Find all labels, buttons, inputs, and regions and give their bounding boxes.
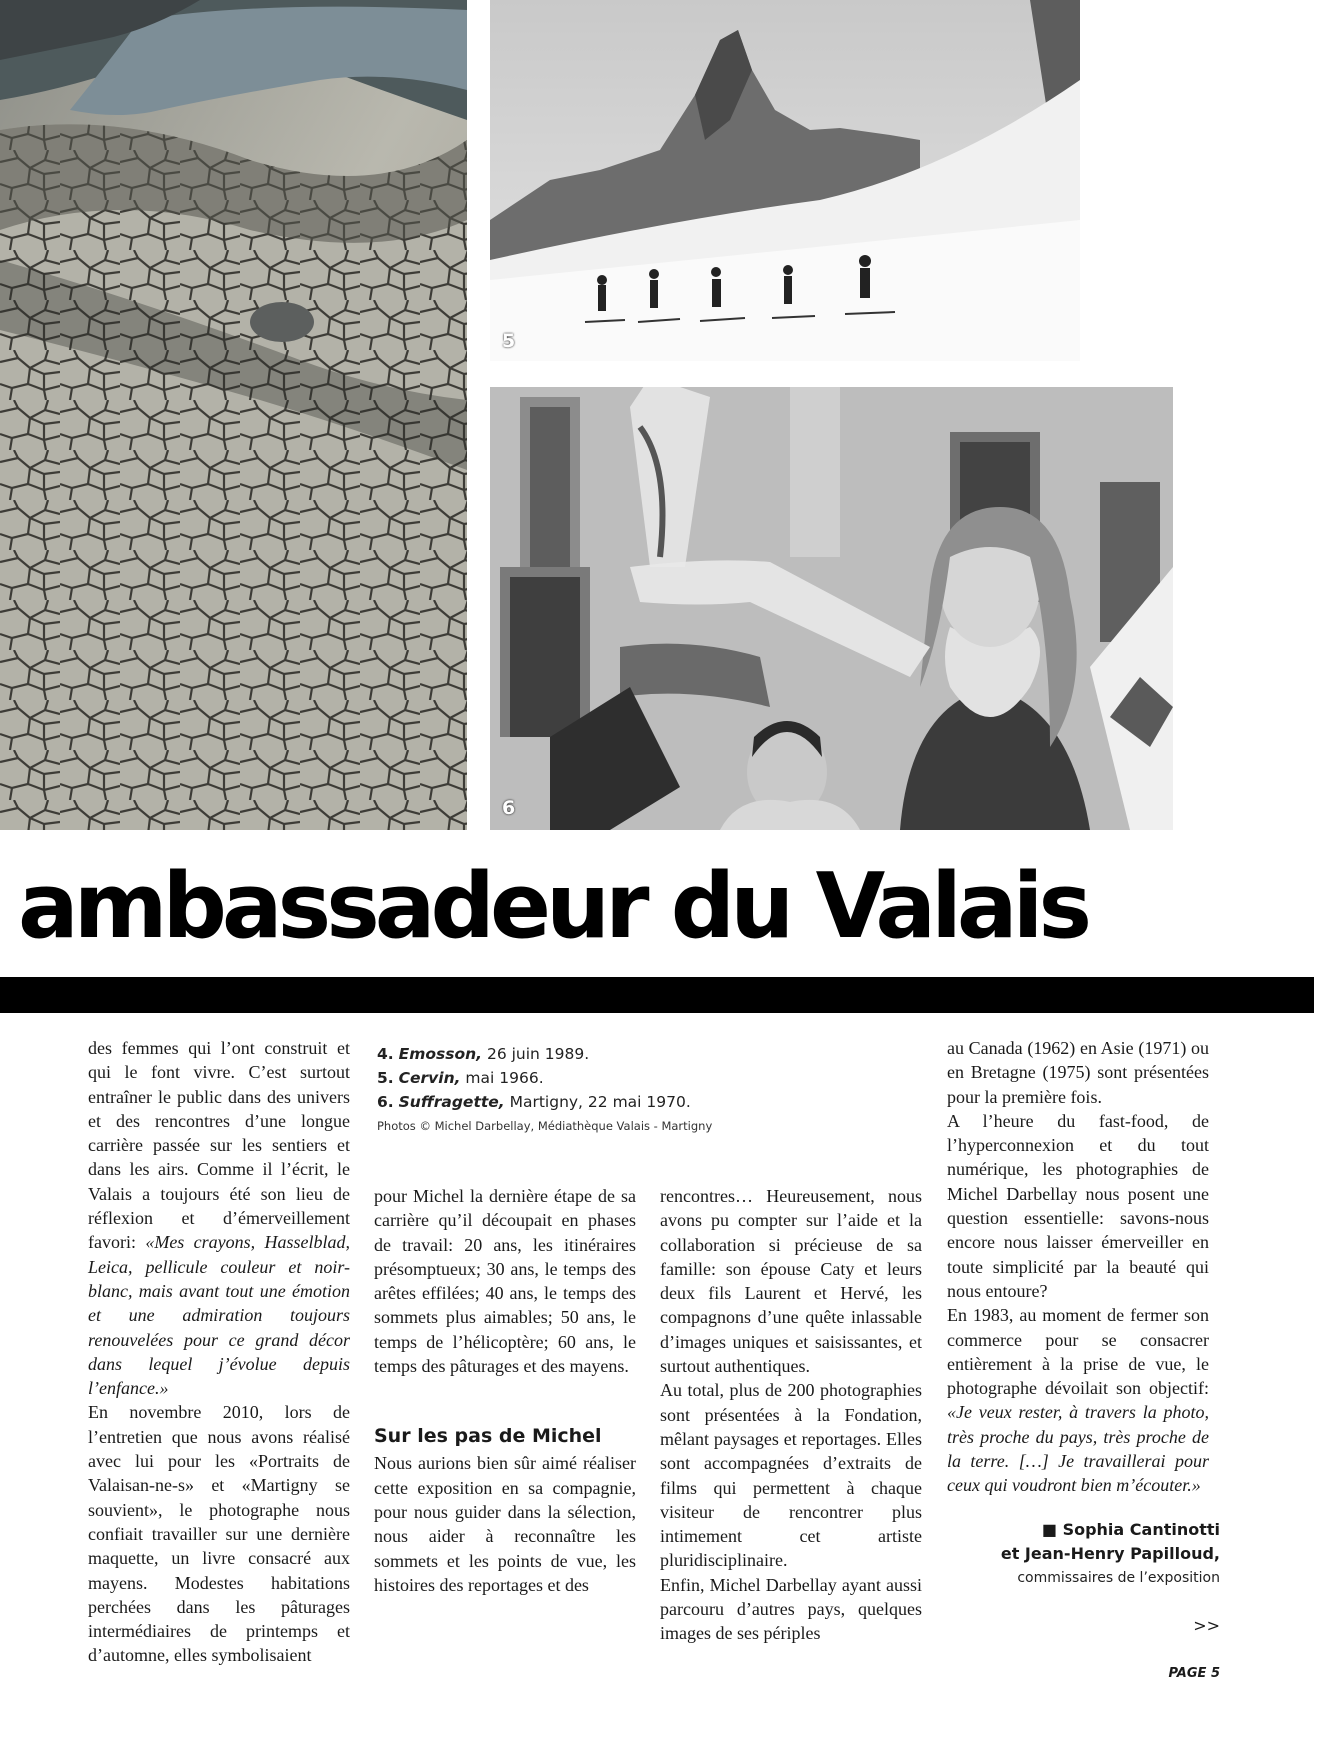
col2-paragraph-2: Nous aurions bien sûr aimé réaliser cette exposition en sa compagnie, pour nous guider dans la sélection, nous aider à reconnaître les sommets et les points de vue, les histoires des reportages et des [374, 1453, 636, 1595]
photo-number-6: 6 [502, 797, 516, 819]
article-column-2 [374, 1184, 636, 1597]
photo-captions [377, 1042, 737, 1135]
col3-paragraph-3: Enfin, Michel Darbellay ayant aussi parcouru d’autres pays, quelques images de ses périples [660, 1574, 922, 1644]
section-subhead: Sur les pas de Michel [374, 1425, 602, 1448]
headline: ambassadeur du Valais [18, 854, 1088, 959]
photo-cervin [490, 0, 1080, 361]
col2-paragraph-1: pour Michel la dernière étape de sa carrière qu’il découpait en phases de travail: 20 ans, les itinéraires présomptueux; 30 ans, le temps des arêtes effilées; 40 ans, le temps des sommets plus aimables; 50 ans, le temps de l’hélicoptère; 60 ans, le temps des pâturages et des mayens. [374, 1186, 636, 1377]
page-number: PAGE 5 [1168, 1666, 1220, 1681]
col4-paragraph-2: A l’heure du fast-food, de l’hyperconnexion et du tout numérique, les photographies de Michel Darbellay nous posent une question essentielle: savons-nous encore nous laisser émerveiller en toute simplicité par la beauté qui nous entoure? [947, 1110, 1209, 1301]
signature-line-2: et Jean-Henry Papilloud, [1000, 1544, 1220, 1563]
signature-line-1: ■ Sophia Cantinotti [1041, 1520, 1220, 1539]
caption-5: 5. Cervin, mai 1966. [377, 1069, 544, 1087]
article-column-4 [947, 1036, 1209, 1498]
continue-marker: >> [1193, 1616, 1220, 1635]
caption-4: 4. Emosson, 26 juin 1989. [377, 1045, 590, 1063]
col3-paragraph-1: rencontres… Heureusement, nous avons pu compter sur l’aide et la collaboration si précieuse de sa famille: son épouse Caty et leurs deux fils Laurent et Hervé, les compagnons d’une quête inlassable d’images uniques et saisissantes, et surtout authentiques. [660, 1186, 922, 1377]
photo-number-5: 5 [502, 330, 516, 352]
headline-bar [0, 977, 1314, 1013]
article-column-3 [660, 1184, 922, 1646]
photo-emosson [0, 0, 467, 830]
col4-paragraph-1: au Canada (1962) en Asie (1971) ou en Bretagne (1975) sont présentées pour la première fois. [947, 1038, 1209, 1107]
author-signature [1001, 1518, 1220, 1590]
caption-6: 6. Suffragette, Martigny, 22 mai 1970. [377, 1093, 691, 1111]
col1-paragraph-2: En novembre 2010, lors de l’entretien que nous avons réalisé avec lui pour les «Portraits de Valaisan-ne-s» et «Martigny se souvient», le photographe nous confiait travailler sur une dernière maquette, un livre consacré aux mayens. Modestes habitations perchées dans les pâturages intermédiaires de printemps et d’automne, elles symbolisaient [88, 1402, 350, 1666]
col1-paragraph-1: des femmes qui l’ont construit et qui le font vivre. C’est surtout entraîner le public dans des univers et des rencontres d’une longue carrière passée sur les sentiers et dans les airs. Comme il l’écrit, le Valais a toujours été son lieu de réflexion et d’émerveillement favori: «Mes crayons, Hasselblad, Leica, pellicule couleur et noir-blanc, mais avant tout une émotion et une admiration toujours renouvelées pour ce grand décor dans lequel j’évolue depuis l’enfance.» [88, 1038, 350, 1399]
col3-paragraph-2: Au total, plus de 200 photographies sont présentées à la Fondation, mêlant paysages et reportages. Elles sont accompagnées d’extraits de films qui permettent à chaque visiteur de rencontrer plus intimement cet artiste pluridisciplinaire. [660, 1380, 922, 1571]
col4-paragraph-3: En 1983, au moment de fermer son commerce pour se consacrer entièrement à la prise de vue, le photographe dévoilait son objectif: «Je veux rester, à travers la photo, très proche du pays, très proche de la terre. […] Je travaillerai pour ceux qui voudront bien m’écouter.» [947, 1305, 1209, 1496]
photo-suffragette [490, 387, 1173, 830]
article-column-1 [88, 1036, 350, 1668]
signature-role: commissaires de l’exposition [1017, 1570, 1220, 1586]
photo-credit: Photos © Michel Darbellay, Médiathèque Valais - Martigny [377, 1119, 713, 1133]
